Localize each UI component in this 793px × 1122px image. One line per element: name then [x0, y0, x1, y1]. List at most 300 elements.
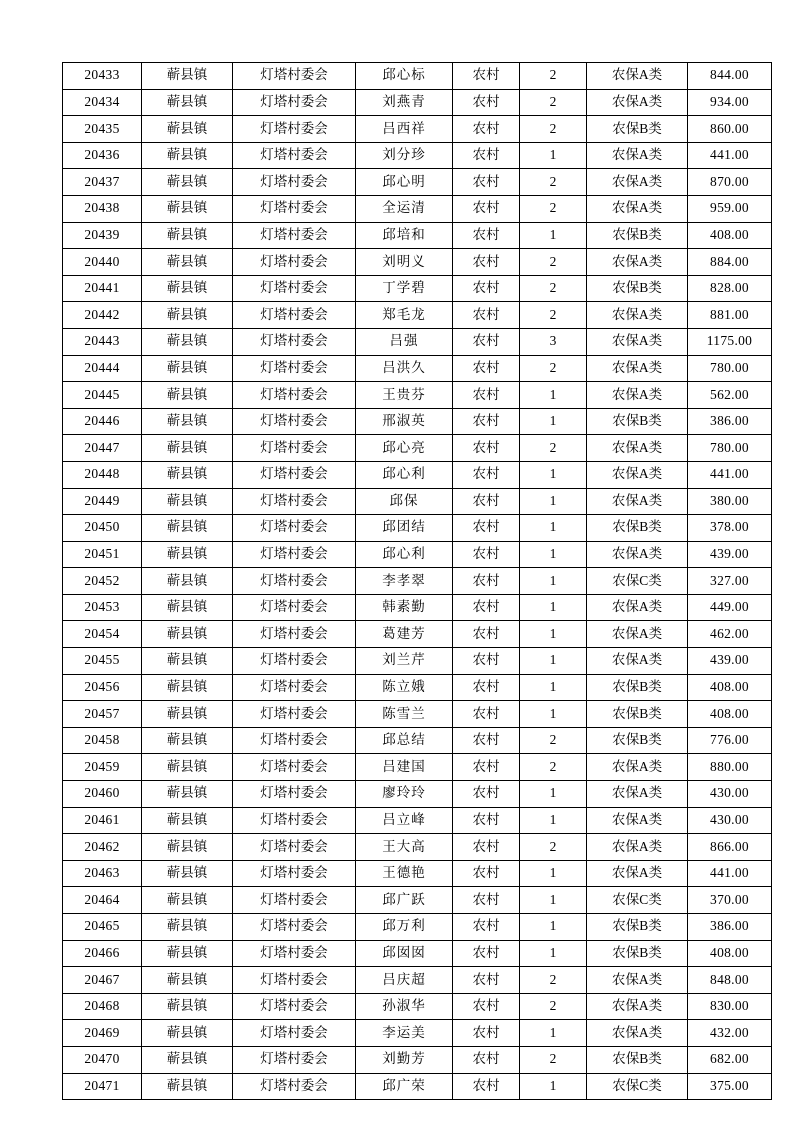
cell-amount: 441.00 — [688, 461, 772, 488]
cell-category: 农保B类 — [587, 515, 688, 542]
cell-category: 农保A类 — [587, 993, 688, 1020]
cell-id: 20449 — [63, 488, 142, 515]
cell-town: 蕲县镇 — [142, 674, 233, 701]
cell-name: 吕强 — [356, 328, 453, 355]
cell-count: 1 — [520, 781, 587, 808]
cell-amount: 439.00 — [688, 648, 772, 675]
cell-amount: 830.00 — [688, 993, 772, 1020]
cell-name: 刘明义 — [356, 249, 453, 276]
cell-type: 农村 — [453, 435, 520, 462]
cell-town: 蕲县镇 — [142, 940, 233, 967]
cell-name: 全运清 — [356, 195, 453, 222]
cell-category: 农保B类 — [587, 1046, 688, 1073]
cell-town: 蕲县镇 — [142, 222, 233, 249]
cell-type: 农村 — [453, 727, 520, 754]
cell-category: 农保A类 — [587, 461, 688, 488]
cell-type: 农村 — [453, 754, 520, 781]
cell-town: 蕲县镇 — [142, 967, 233, 994]
cell-name: 陈雪兰 — [356, 701, 453, 728]
cell-name: 吕西祥 — [356, 116, 453, 143]
table-row — [63, 568, 772, 595]
cell-category: 农保A类 — [587, 195, 688, 222]
cell-type: 农村 — [453, 621, 520, 648]
cell-count: 1 — [520, 674, 587, 701]
cell-count: 1 — [520, 408, 587, 435]
table-row — [63, 63, 772, 90]
cell-name: 郑毛龙 — [356, 302, 453, 329]
cell-name: 邱心利 — [356, 541, 453, 568]
table-row — [63, 967, 772, 994]
cell-village: 灯塔村委会 — [233, 993, 356, 1020]
cell-id: 20455 — [63, 648, 142, 675]
cell-count: 1 — [520, 594, 587, 621]
cell-name: 王贵芬 — [356, 382, 453, 409]
cell-type: 农村 — [453, 515, 520, 542]
cell-amount: 848.00 — [688, 967, 772, 994]
cell-type: 农村 — [453, 195, 520, 222]
table-row — [63, 195, 772, 222]
cell-village: 灯塔村委会 — [233, 594, 356, 621]
cell-town: 蕲县镇 — [142, 648, 233, 675]
cell-town: 蕲县镇 — [142, 754, 233, 781]
cell-town: 蕲县镇 — [142, 355, 233, 382]
cell-category: 农保B类 — [587, 408, 688, 435]
cell-name: 廖玲玲 — [356, 781, 453, 808]
cell-type: 农村 — [453, 249, 520, 276]
cell-name: 吕庆超 — [356, 967, 453, 994]
cell-category: 农保B类 — [587, 275, 688, 302]
cell-name: 陈立娥 — [356, 674, 453, 701]
cell-name: 邱万利 — [356, 914, 453, 941]
cell-village: 灯塔村委会 — [233, 674, 356, 701]
cell-type: 农村 — [453, 914, 520, 941]
cell-village: 灯塔村委会 — [233, 860, 356, 887]
cell-type: 农村 — [453, 1073, 520, 1100]
cell-town: 蕲县镇 — [142, 302, 233, 329]
cell-town: 蕲县镇 — [142, 1046, 233, 1073]
cell-category: 农保A类 — [587, 860, 688, 887]
table-row — [63, 328, 772, 355]
cell-type: 农村 — [453, 488, 520, 515]
cell-count: 1 — [520, 461, 587, 488]
table-row — [63, 222, 772, 249]
cell-type: 农村 — [453, 222, 520, 249]
cell-name: 邱心利 — [356, 461, 453, 488]
cell-category: 农保C类 — [587, 568, 688, 595]
cell-village: 灯塔村委会 — [233, 275, 356, 302]
cell-town: 蕲县镇 — [142, 195, 233, 222]
cell-village: 灯塔村委会 — [233, 461, 356, 488]
table-row — [63, 1073, 772, 1100]
cell-id: 20441 — [63, 275, 142, 302]
cell-name: 吕立峰 — [356, 807, 453, 834]
cell-category: 农保B类 — [587, 222, 688, 249]
table-row — [63, 621, 772, 648]
cell-amount: 432.00 — [688, 1020, 772, 1047]
cell-amount: 880.00 — [688, 754, 772, 781]
cell-category: 农保A类 — [587, 621, 688, 648]
cell-town: 蕲县镇 — [142, 621, 233, 648]
cell-type: 农村 — [453, 142, 520, 169]
cell-category: 农保A类 — [587, 648, 688, 675]
cell-amount: 776.00 — [688, 727, 772, 754]
cell-category: 农保A类 — [587, 807, 688, 834]
cell-count: 2 — [520, 355, 587, 382]
cell-type: 农村 — [453, 940, 520, 967]
cell-type: 农村 — [453, 541, 520, 568]
cell-count: 1 — [520, 568, 587, 595]
cell-id: 20468 — [63, 993, 142, 1020]
cell-id: 20437 — [63, 169, 142, 196]
cell-id: 20457 — [63, 701, 142, 728]
cell-id: 20447 — [63, 435, 142, 462]
cell-name: 吕建国 — [356, 754, 453, 781]
cell-count: 2 — [520, 302, 587, 329]
cell-amount: 386.00 — [688, 914, 772, 941]
cell-count: 1 — [520, 222, 587, 249]
cell-amount: 866.00 — [688, 834, 772, 861]
table-row — [63, 541, 772, 568]
cell-id: 20467 — [63, 967, 142, 994]
cell-count: 1 — [520, 382, 587, 409]
cell-type: 农村 — [453, 1046, 520, 1073]
cell-type: 农村 — [453, 89, 520, 116]
cell-amount: 844.00 — [688, 63, 772, 90]
cell-type: 农村 — [453, 807, 520, 834]
cell-id: 20460 — [63, 781, 142, 808]
cell-village: 灯塔村委会 — [233, 249, 356, 276]
cell-id: 20464 — [63, 887, 142, 914]
cell-category: 农保A类 — [587, 967, 688, 994]
cell-village: 灯塔村委会 — [233, 914, 356, 941]
cell-category: 农保A类 — [587, 142, 688, 169]
cell-name: 邱广跃 — [356, 887, 453, 914]
cell-town: 蕲县镇 — [142, 63, 233, 90]
cell-village: 灯塔村委会 — [233, 940, 356, 967]
cell-count: 2 — [520, 116, 587, 143]
table-row — [63, 169, 772, 196]
cell-amount: 780.00 — [688, 355, 772, 382]
cell-town: 蕲县镇 — [142, 807, 233, 834]
cell-type: 农村 — [453, 461, 520, 488]
table-row — [63, 382, 772, 409]
cell-name: 刘兰芹 — [356, 648, 453, 675]
cell-name: 邱囡囡 — [356, 940, 453, 967]
cell-village: 灯塔村委会 — [233, 1046, 356, 1073]
cell-name: 孙淑华 — [356, 993, 453, 1020]
cell-id: 20439 — [63, 222, 142, 249]
cell-town: 蕲县镇 — [142, 1020, 233, 1047]
cell-count: 2 — [520, 275, 587, 302]
cell-village: 灯塔村委会 — [233, 701, 356, 728]
cell-type: 农村 — [453, 275, 520, 302]
cell-village: 灯塔村委会 — [233, 621, 356, 648]
cell-category: 农保B类 — [587, 116, 688, 143]
cell-name: 邱广荣 — [356, 1073, 453, 1100]
cell-category: 农保B类 — [587, 940, 688, 967]
cell-type: 农村 — [453, 355, 520, 382]
cell-name: 邱团结 — [356, 515, 453, 542]
cell-town: 蕲县镇 — [142, 328, 233, 355]
cell-name: 邱心明 — [356, 169, 453, 196]
cell-category: 农保A类 — [587, 89, 688, 116]
cell-id: 20451 — [63, 541, 142, 568]
cell-category: 农保A类 — [587, 435, 688, 462]
table-row — [63, 461, 772, 488]
cell-amount: 1175.00 — [688, 328, 772, 355]
cell-town: 蕲县镇 — [142, 515, 233, 542]
cell-count: 1 — [520, 1020, 587, 1047]
cell-village: 灯塔村委会 — [233, 967, 356, 994]
cell-amount: 430.00 — [688, 781, 772, 808]
cell-type: 农村 — [453, 169, 520, 196]
cell-amount: 959.00 — [688, 195, 772, 222]
cell-town: 蕲县镇 — [142, 568, 233, 595]
cell-amount: 378.00 — [688, 515, 772, 542]
table-row — [63, 594, 772, 621]
cell-town: 蕲县镇 — [142, 914, 233, 941]
cell-amount: 375.00 — [688, 1073, 772, 1100]
cell-category: 农保B类 — [587, 701, 688, 728]
cell-amount: 327.00 — [688, 568, 772, 595]
table-row — [63, 781, 772, 808]
cell-count: 2 — [520, 993, 587, 1020]
table-row — [63, 116, 772, 143]
cell-town: 蕲县镇 — [142, 887, 233, 914]
cell-type: 农村 — [453, 648, 520, 675]
cell-count: 1 — [520, 807, 587, 834]
cell-category: 农保A类 — [587, 834, 688, 861]
cell-town: 蕲县镇 — [142, 275, 233, 302]
cell-category: 农保A类 — [587, 754, 688, 781]
cell-count: 1 — [520, 860, 587, 887]
cell-id: 20462 — [63, 834, 142, 861]
cell-category: 农保A类 — [587, 355, 688, 382]
cell-town: 蕲县镇 — [142, 408, 233, 435]
cell-amount: 682.00 — [688, 1046, 772, 1073]
cell-category: 农保C类 — [587, 887, 688, 914]
cell-amount: 860.00 — [688, 116, 772, 143]
cell-count: 1 — [520, 488, 587, 515]
cell-name: 邱培和 — [356, 222, 453, 249]
cell-village: 灯塔村委会 — [233, 1020, 356, 1047]
cell-count: 1 — [520, 887, 587, 914]
cell-id: 20469 — [63, 1020, 142, 1047]
cell-id: 20465 — [63, 914, 142, 941]
cell-town: 蕲县镇 — [142, 116, 233, 143]
cell-category: 农保B类 — [587, 914, 688, 941]
cell-id: 20470 — [63, 1046, 142, 1073]
cell-type: 农村 — [453, 302, 520, 329]
cell-name: 刘勤芳 — [356, 1046, 453, 1073]
cell-id: 20434 — [63, 89, 142, 116]
cell-village: 灯塔村委会 — [233, 89, 356, 116]
cell-count: 1 — [520, 940, 587, 967]
cell-village: 灯塔村委会 — [233, 435, 356, 462]
cell-type: 农村 — [453, 382, 520, 409]
cell-id: 20463 — [63, 860, 142, 887]
cell-village: 灯塔村委会 — [233, 568, 356, 595]
cell-category: 农保A类 — [587, 382, 688, 409]
table-row — [63, 807, 772, 834]
cell-count: 1 — [520, 914, 587, 941]
cell-type: 农村 — [453, 1020, 520, 1047]
cell-name: 王大高 — [356, 834, 453, 861]
cell-town: 蕲县镇 — [142, 1073, 233, 1100]
table-row — [63, 275, 772, 302]
cell-count: 2 — [520, 195, 587, 222]
cell-amount: 881.00 — [688, 302, 772, 329]
cell-count: 1 — [520, 142, 587, 169]
table-row — [63, 754, 772, 781]
cell-town: 蕲县镇 — [142, 169, 233, 196]
cell-name: 邱心标 — [356, 63, 453, 90]
cell-village: 灯塔村委会 — [233, 408, 356, 435]
cell-amount: 441.00 — [688, 142, 772, 169]
cell-village: 灯塔村委会 — [233, 834, 356, 861]
cell-id: 20454 — [63, 621, 142, 648]
cell-amount: 408.00 — [688, 701, 772, 728]
cell-id: 20435 — [63, 116, 142, 143]
cell-count: 3 — [520, 328, 587, 355]
cell-category: 农保B类 — [587, 674, 688, 701]
cell-count: 2 — [520, 727, 587, 754]
cell-id: 20450 — [63, 515, 142, 542]
table-row — [63, 302, 772, 329]
cell-count: 2 — [520, 89, 587, 116]
cell-count: 2 — [520, 754, 587, 781]
cell-name: 吕洪久 — [356, 355, 453, 382]
cell-town: 蕲县镇 — [142, 541, 233, 568]
cell-name: 丁学碧 — [356, 275, 453, 302]
cell-village: 灯塔村委会 — [233, 887, 356, 914]
cell-amount: 380.00 — [688, 488, 772, 515]
cell-amount: 934.00 — [688, 89, 772, 116]
cell-village: 灯塔村委会 — [233, 302, 356, 329]
cell-type: 农村 — [453, 834, 520, 861]
cell-amount: 408.00 — [688, 674, 772, 701]
cell-category: 农保A类 — [587, 169, 688, 196]
cell-name: 邱心亮 — [356, 435, 453, 462]
table-row — [63, 488, 772, 515]
cell-town: 蕲县镇 — [142, 701, 233, 728]
cell-type: 农村 — [453, 594, 520, 621]
cell-village: 灯塔村委会 — [233, 116, 356, 143]
cell-village: 灯塔村委会 — [233, 648, 356, 675]
table-row — [63, 1046, 772, 1073]
cell-count: 2 — [520, 1046, 587, 1073]
cell-village: 灯塔村委会 — [233, 488, 356, 515]
cell-id: 20448 — [63, 461, 142, 488]
cell-town: 蕲县镇 — [142, 382, 233, 409]
cell-town: 蕲县镇 — [142, 860, 233, 887]
cell-id: 20461 — [63, 807, 142, 834]
cell-village: 灯塔村委会 — [233, 781, 356, 808]
table-row — [63, 914, 772, 941]
cell-amount: 780.00 — [688, 435, 772, 462]
cell-village: 灯塔村委会 — [233, 1073, 356, 1100]
table-row — [63, 435, 772, 462]
cell-category: 农保A类 — [587, 594, 688, 621]
cell-village: 灯塔村委会 — [233, 169, 356, 196]
cell-town: 蕲县镇 — [142, 594, 233, 621]
table-row — [63, 1020, 772, 1047]
cell-type: 农村 — [453, 701, 520, 728]
cell-town: 蕲县镇 — [142, 435, 233, 462]
table-row — [63, 993, 772, 1020]
cell-village: 灯塔村委会 — [233, 195, 356, 222]
table-row — [63, 701, 772, 728]
cell-id: 20442 — [63, 302, 142, 329]
cell-category: 农保B类 — [587, 727, 688, 754]
cell-id: 20446 — [63, 408, 142, 435]
cell-amount: 386.00 — [688, 408, 772, 435]
cell-village: 灯塔村委会 — [233, 754, 356, 781]
cell-count: 2 — [520, 169, 587, 196]
cell-town: 蕲县镇 — [142, 488, 233, 515]
cell-id: 20433 — [63, 63, 142, 90]
cell-name: 王德艳 — [356, 860, 453, 887]
cell-amount: 439.00 — [688, 541, 772, 568]
cell-category: 农保A类 — [587, 302, 688, 329]
cell-name: 韩素勤 — [356, 594, 453, 621]
cell-id: 20459 — [63, 754, 142, 781]
cell-name: 刘燕青 — [356, 89, 453, 116]
table-row — [63, 515, 772, 542]
cell-id: 20438 — [63, 195, 142, 222]
cell-category: 农保A类 — [587, 781, 688, 808]
cell-town: 蕲县镇 — [142, 89, 233, 116]
cell-name: 刘分珍 — [356, 142, 453, 169]
cell-type: 农村 — [453, 328, 520, 355]
cell-count: 1 — [520, 621, 587, 648]
cell-type: 农村 — [453, 674, 520, 701]
cell-village: 灯塔村委会 — [233, 328, 356, 355]
cell-count: 1 — [520, 701, 587, 728]
cell-town: 蕲县镇 — [142, 834, 233, 861]
cell-id: 20443 — [63, 328, 142, 355]
cell-name: 葛建芳 — [356, 621, 453, 648]
cell-name: 邱保 — [356, 488, 453, 515]
cell-id: 20436 — [63, 142, 142, 169]
cell-id: 20444 — [63, 355, 142, 382]
cell-type: 农村 — [453, 781, 520, 808]
cell-name: 邱总结 — [356, 727, 453, 754]
cell-village: 灯塔村委会 — [233, 807, 356, 834]
cell-count: 1 — [520, 648, 587, 675]
cell-amount: 828.00 — [688, 275, 772, 302]
table-row — [63, 860, 772, 887]
cell-amount: 449.00 — [688, 594, 772, 621]
cell-amount: 370.00 — [688, 887, 772, 914]
cell-id: 20452 — [63, 568, 142, 595]
cell-type: 农村 — [453, 568, 520, 595]
cell-village: 灯塔村委会 — [233, 727, 356, 754]
cell-type: 农村 — [453, 408, 520, 435]
cell-id: 20456 — [63, 674, 142, 701]
cell-amount: 441.00 — [688, 860, 772, 887]
cell-village: 灯塔村委会 — [233, 222, 356, 249]
table-row — [63, 887, 772, 914]
table-body — [63, 63, 772, 1100]
cell-type: 农村 — [453, 860, 520, 887]
cell-name: 李运美 — [356, 1020, 453, 1047]
cell-type: 农村 — [453, 63, 520, 90]
cell-village: 灯塔村委会 — [233, 515, 356, 542]
table-row — [63, 834, 772, 861]
cell-town: 蕲县镇 — [142, 461, 233, 488]
table-row — [63, 89, 772, 116]
